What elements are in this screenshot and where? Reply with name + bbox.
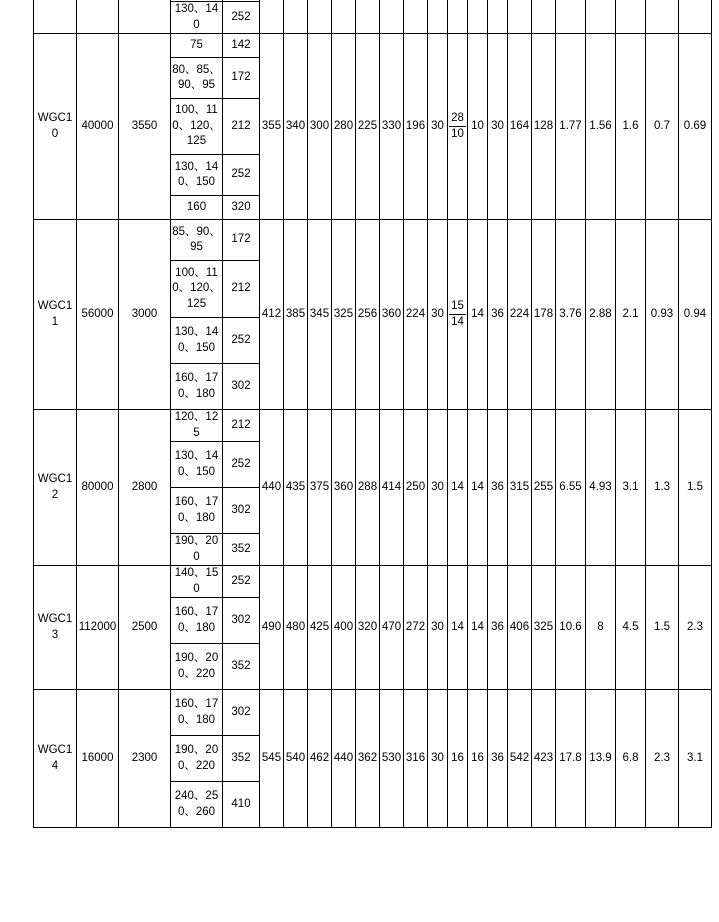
cell-s5 <box>532 0 556 34</box>
cell-w5: 2.3 <box>679 566 712 690</box>
cell-s1-bottom: 14 <box>451 316 464 329</box>
cell-bore-sizes: 130、140、150 <box>171 318 223 364</box>
cell-bore-sizes: 100、110、120、125 <box>171 261 223 318</box>
cell-d8: 30 <box>428 566 448 690</box>
coupling-specification-table <box>33 0 712 828</box>
cell-w2: 1.56 <box>586 34 616 220</box>
cell-torque <box>77 0 119 34</box>
cell-bore-sizes: 160 <box>171 196 223 220</box>
cell-w3: 4.5 <box>616 566 646 690</box>
cell-model: WGC13 <box>34 566 77 690</box>
cell-s3 <box>488 0 508 34</box>
cell-d1: 490 <box>260 566 284 690</box>
cell-d4 <box>332 0 356 34</box>
cell-d5: 225 <box>356 34 380 220</box>
cell-d6: 530 <box>380 690 404 828</box>
cell-s1-top: 15 <box>449 299 466 316</box>
cell-d6: 360 <box>380 220 404 410</box>
cell-s1 <box>448 0 468 34</box>
cell-d3 <box>308 0 332 34</box>
cell-torque: 16000 <box>77 690 119 828</box>
cell-s3: 36 <box>488 410 508 566</box>
cell-d7 <box>404 0 428 34</box>
cell-speed: 3550 <box>119 34 171 220</box>
cell-d4: 440 <box>332 690 356 828</box>
cell-d6: 414 <box>380 410 404 566</box>
cell-s4: 164 <box>508 34 532 220</box>
cell-w4: 0.7 <box>646 34 679 220</box>
cell-w2: 4.93 <box>586 410 616 566</box>
cell-speed: 3000 <box>119 220 171 410</box>
cell-d5: 288 <box>356 410 380 566</box>
cell-s2: 14 <box>468 410 488 566</box>
cell-d7: 196 <box>404 34 428 220</box>
cell-s1: 16 <box>448 690 468 828</box>
cell-bore-sizes: 160、170、180 <box>171 690 223 736</box>
cell-w4: 1.5 <box>646 566 679 690</box>
cell-d8 <box>428 0 448 34</box>
cell-d6 <box>380 0 404 34</box>
cell-model: WGC10 <box>34 34 77 220</box>
cell-s1-bottom: 10 <box>451 128 464 141</box>
cell-w1: 17.8 <box>556 690 586 828</box>
cell-d7: 250 <box>404 410 428 566</box>
cell-w5: 0.94 <box>679 220 712 410</box>
cell-model: WGC14 <box>34 690 77 828</box>
cell-s2: 16 <box>468 690 488 828</box>
cell-w1: 10.6 <box>556 566 586 690</box>
cell-speed <box>119 0 171 34</box>
cell-s1-split <box>448 34 468 220</box>
cell-d4: 360 <box>332 410 356 566</box>
cell-d2: 435 <box>284 410 308 566</box>
table-row <box>34 220 712 261</box>
cell-w4: 1.3 <box>646 410 679 566</box>
cell-bore-sizes: 160、170、180 <box>171 598 223 644</box>
cell-w5: 0.69 <box>679 34 712 220</box>
cell-s2: 14 <box>468 220 488 410</box>
cell-s4: 224 <box>508 220 532 410</box>
cell-d5: 362 <box>356 690 380 828</box>
cell-d2: 385 <box>284 220 308 410</box>
cell-bore-length: 302 <box>223 690 260 736</box>
cell-w1: 3.76 <box>556 220 586 410</box>
cell-s5: 423 <box>532 690 556 828</box>
cell-d5: 320 <box>356 566 380 690</box>
cell-d2 <box>284 0 308 34</box>
cell-d3: 345 <box>308 220 332 410</box>
table-row <box>34 0 712 2</box>
cell-w2: 2.88 <box>586 220 616 410</box>
cell-speed: 2500 <box>119 566 171 690</box>
cell-torque: 112000 <box>77 566 119 690</box>
cell-s2: 10 <box>468 34 488 220</box>
cell-w3: 6.8 <box>616 690 646 828</box>
cell-s3: 36 <box>488 566 508 690</box>
cell-d1: 355 <box>260 34 284 220</box>
cell-s1: 14 <box>448 410 468 566</box>
cell-bore-length: 172 <box>223 58 260 99</box>
cell-bore-sizes: 75 <box>171 34 223 58</box>
cell-s4: 315 <box>508 410 532 566</box>
cell-bore-sizes: 160、170、180 <box>171 488 223 534</box>
cell-bore-sizes: 85、90、95 <box>171 220 223 261</box>
table-row <box>34 34 712 58</box>
cell-bore-length: 212 <box>223 410 260 442</box>
cell-w5 <box>679 0 712 34</box>
cell-w3: 1.6 <box>616 34 646 220</box>
cell-d2: 480 <box>284 566 308 690</box>
cell-speed: 2300 <box>119 690 171 828</box>
cell-torque: 40000 <box>77 34 119 220</box>
cell-bore-length: 252 <box>223 2 260 34</box>
cell-d3: 300 <box>308 34 332 220</box>
cell-d1: 545 <box>260 690 284 828</box>
cell-bore-sizes: 80、85、90、95 <box>171 58 223 99</box>
cell-s1-top: 28 <box>449 111 466 128</box>
cell-w5: 3.1 <box>679 690 712 828</box>
cell-d2: 340 <box>284 34 308 220</box>
cell-d8: 30 <box>428 220 448 410</box>
cell-d7: 316 <box>404 690 428 828</box>
cell-bore-sizes: 190、200、220 <box>171 644 223 690</box>
cell-d2: 540 <box>284 690 308 828</box>
cell-s5: 255 <box>532 410 556 566</box>
table-row <box>34 410 712 442</box>
cell-s3: 36 <box>488 220 508 410</box>
cell-d8: 30 <box>428 34 448 220</box>
cell-bore-sizes: 240、250、260 <box>171 782 223 828</box>
cell-bore-length: 302 <box>223 364 260 410</box>
cell-d4: 325 <box>332 220 356 410</box>
cell-bore-sizes: 100、110、120、125 <box>171 99 223 155</box>
cell-w4: 2.3 <box>646 690 679 828</box>
cell-torque: 56000 <box>77 220 119 410</box>
cell-bore-sizes: 120、125 <box>171 410 223 442</box>
cell-d3: 462 <box>308 690 332 828</box>
cell-bore-sizes: 140、150 <box>171 566 223 598</box>
cell-model: WGC12 <box>34 410 77 566</box>
cell-bore-length: 352 <box>223 736 260 782</box>
cell-bore-length: 252 <box>223 155 260 196</box>
cell-d3: 425 <box>308 566 332 690</box>
cell-bore-sizes: 130、140、150 <box>171 442 223 488</box>
cell-model <box>34 0 77 34</box>
cell-d4: 280 <box>332 34 356 220</box>
cell-d7: 224 <box>404 220 428 410</box>
cell-s4: 406 <box>508 566 532 690</box>
cell-bore-length: 252 <box>223 318 260 364</box>
cell-bore-length: 172 <box>223 220 260 261</box>
cell-w1: 1.77 <box>556 34 586 220</box>
cell-w2: 8 <box>586 566 616 690</box>
cell-bore-length: 142 <box>223 34 260 58</box>
cell-d1: 412 <box>260 220 284 410</box>
cell-d4: 400 <box>332 566 356 690</box>
cell-d6: 470 <box>380 566 404 690</box>
cell-bore-length: 410 <box>223 782 260 828</box>
cell-w3 <box>616 0 646 34</box>
cell-d1: 440 <box>260 410 284 566</box>
cell-d7: 272 <box>404 566 428 690</box>
cell-bore-length: 252 <box>223 566 260 598</box>
cell-bore-sizes: 130、140、150 <box>171 155 223 196</box>
cell-model: WGC11 <box>34 220 77 410</box>
cell-bore-sizes: 160、170、180 <box>171 364 223 410</box>
cell-s3: 30 <box>488 34 508 220</box>
cell-bore-length: 252 <box>223 442 260 488</box>
cell-w4 <box>646 0 679 34</box>
cell-w4: 0.93 <box>646 220 679 410</box>
cell-s2: 14 <box>468 566 488 690</box>
cell-w1: 6.55 <box>556 410 586 566</box>
cell-bore-length: 320 <box>223 196 260 220</box>
cell-d5 <box>356 0 380 34</box>
cell-bore-length: 352 <box>223 534 260 566</box>
cell-s5: 128 <box>532 34 556 220</box>
cell-s5: 178 <box>532 220 556 410</box>
cell-s4: 542 <box>508 690 532 828</box>
cell-w2: 13.9 <box>586 690 616 828</box>
cell-bore-length: 302 <box>223 488 260 534</box>
cell-w1 <box>556 0 586 34</box>
cell-d5: 256 <box>356 220 380 410</box>
spec-sheet <box>33 0 709 828</box>
cell-s3: 36 <box>488 690 508 828</box>
cell-s2 <box>468 0 488 34</box>
cell-d8: 30 <box>428 410 448 566</box>
cell-bore-length: 352 <box>223 644 260 690</box>
cell-bore-length: 302 <box>223 598 260 644</box>
cell-bore-sizes: 190、200 <box>171 534 223 566</box>
cell-d3: 375 <box>308 410 332 566</box>
cell-s1: 14 <box>448 566 468 690</box>
cell-s4 <box>508 0 532 34</box>
cell-s5: 325 <box>532 566 556 690</box>
cell-bore-length: 212 <box>223 261 260 318</box>
cell-w3: 3.1 <box>616 410 646 566</box>
cell-d8: 30 <box>428 690 448 828</box>
cell-w3: 2.1 <box>616 220 646 410</box>
cell-w2 <box>586 0 616 34</box>
cell-bore-sizes: 190、200、220 <box>171 736 223 782</box>
table-row <box>34 690 712 736</box>
cell-speed: 2800 <box>119 410 171 566</box>
cell-d1 <box>260 0 284 34</box>
cell-torque: 80000 <box>77 410 119 566</box>
cell-d6: 330 <box>380 34 404 220</box>
cell-bore-length: 212 <box>223 99 260 155</box>
table-row <box>34 566 712 598</box>
cell-s1-split <box>448 220 468 410</box>
cell-bore-sizes: 130、140 <box>171 2 223 34</box>
cell-w5: 1.5 <box>679 410 712 566</box>
